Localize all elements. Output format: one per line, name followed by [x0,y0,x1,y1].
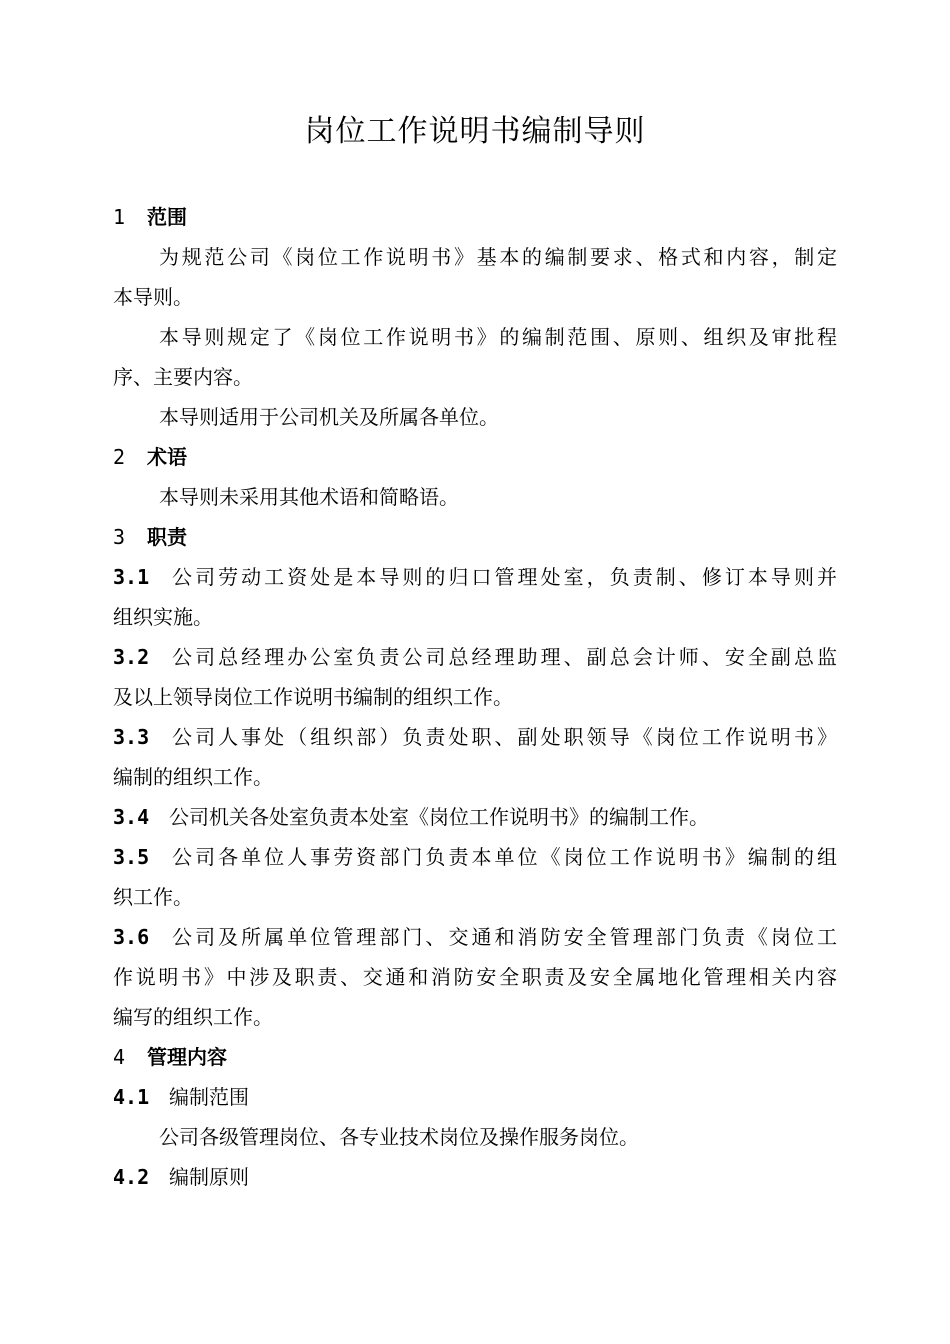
clause-text: 公司及所属单位管理部门、交通和消防安全管理部门负责《岗位工 [169,925,837,949]
clause-number: 4.1 [113,1085,150,1109]
clause-line [113,637,837,677]
section-heading-terms [113,437,837,477]
paragraph-line: 本导则适用于公司机关及所属各单位。 [159,405,499,429]
clause-text: 编制范围 [169,1085,249,1109]
clause-text: 公司总经理办公室负责公司总经理助理、副总会计师、安全副总监 [169,645,837,669]
section-number: 2 [113,445,126,469]
clause-line [113,797,837,837]
clause-text: 公司各单位人事劳资部门负责本单位《岗位工作说明书》编制的组 [169,845,837,869]
paragraph-line: 本导则规定了《岗位工作说明书》的编制范围、原则、组织及审批程 [159,325,837,349]
section-heading-text: 管理内容 [147,1045,227,1069]
clause-number: 3.1 [113,565,150,589]
clause-line [113,1157,837,1197]
paragraph-line: 本导则。 [113,285,193,309]
clause-number: 3.4 [113,805,150,829]
paragraph-line: 序、主要内容。 [113,365,253,389]
paragraph-line: 组织实施。 [113,605,213,629]
paragraph-line: 织工作。 [113,885,193,909]
paragraph-line: 编制的组织工作。 [113,765,273,789]
clause-line [113,557,837,597]
document-body [113,197,837,1197]
section-number: 1 [113,205,126,229]
clause-line [113,837,837,877]
section-number: 3 [113,525,126,549]
section-heading-text: 范围 [147,205,187,229]
paragraph-line: 编写的组织工作。 [113,1005,273,1029]
clause-line [113,917,837,957]
clause-line [113,1077,837,1117]
clause-line [113,717,837,757]
section-heading-duties [113,517,837,557]
clause-text: 编制原则 [169,1165,249,1189]
clause-text: 公司人事处（组织部）负责处职、副处职领导《岗位工作说明书》 [169,725,837,749]
paragraph-line: 及以上领导岗位工作说明书编制的组织工作。 [113,685,513,709]
clause-number: 3.2 [113,645,150,669]
clause-number: 3.5 [113,845,150,869]
document-title: 岗位工作说明书编制导则 [304,114,646,149]
clause-number: 4.2 [113,1165,150,1189]
section-heading-scope [113,197,837,237]
section-heading-management [113,1037,837,1077]
clause-text: 公司劳动工资处是本导则的归口管理处室，负责制、修订本导则并 [169,565,837,589]
section-heading-text: 职责 [147,525,187,549]
clause-number: 3.6 [113,925,150,949]
paragraph-line: 为规范公司《岗位工作说明书》基本的编制要求、格式和内容，制定 [159,245,837,269]
clause-text: 公司机关各处室负责本处室《岗位工作说明书》的编制工作。 [169,805,709,829]
section-number: 4 [113,1045,126,1069]
section-heading-text: 术语 [147,445,187,469]
paragraph-line: 作说明书》中涉及职责、交通和消防安全职责及安全属地化管理相关内容 [113,965,837,989]
paragraph-line: 公司各级管理岗位、各专业技术岗位及操作服务岗位。 [159,1125,639,1149]
clause-number: 3.3 [113,725,150,749]
paragraph-line: 本导则未采用其他术语和简略语。 [159,485,459,509]
